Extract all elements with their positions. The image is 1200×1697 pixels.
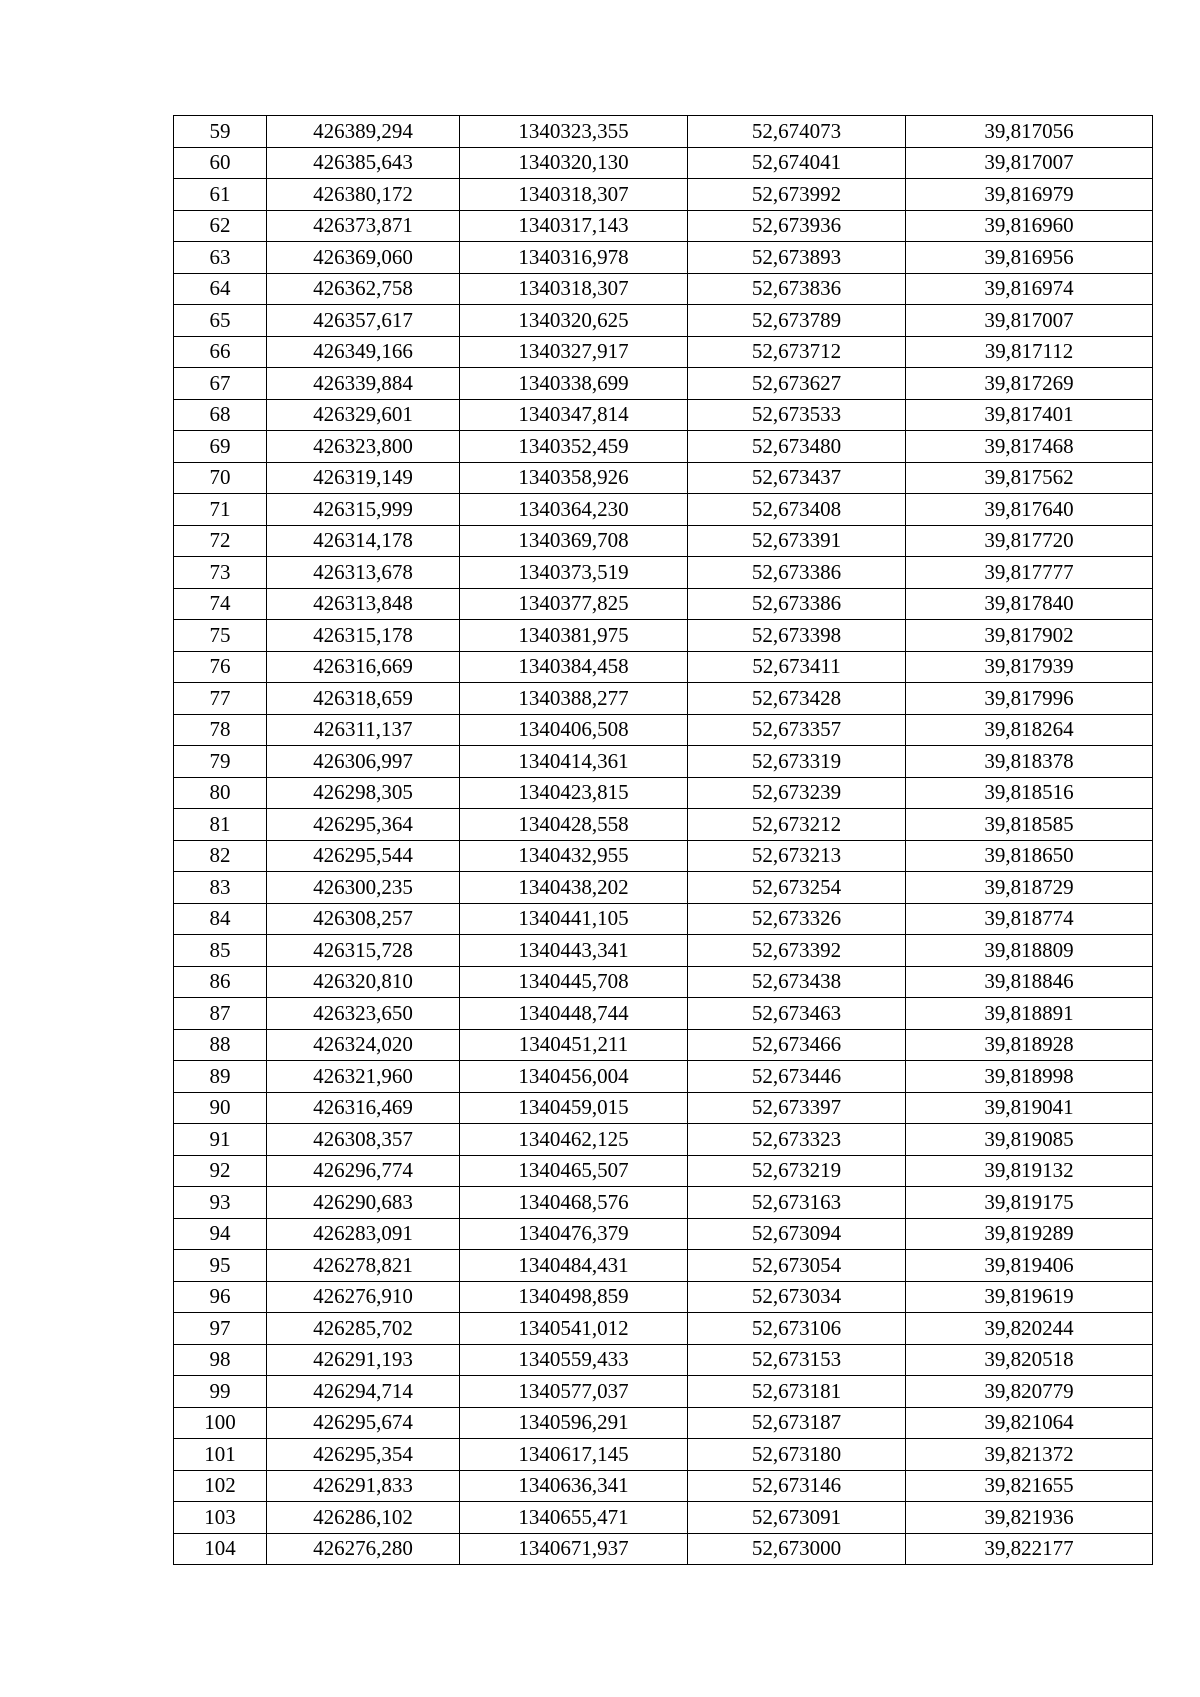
x-coordinate-cell: 426294,714 [267,1376,460,1408]
longitude-cell: 39,818729 [906,872,1153,904]
longitude-cell: 39,818585 [906,809,1153,841]
point-number-cell: 96 [174,1281,267,1313]
table-row [174,777,1153,809]
x-coordinate-cell: 426329,601 [267,399,460,431]
longitude-cell: 39,819619 [906,1281,1153,1313]
longitude-cell: 39,817720 [906,525,1153,557]
y-coordinate-cell: 1340468,576 [460,1187,688,1219]
point-number-cell: 97 [174,1313,267,1345]
x-coordinate-cell: 426315,178 [267,620,460,652]
latitude-cell: 52,673397 [688,1092,906,1124]
table-row [174,336,1153,368]
x-coordinate-cell: 426286,102 [267,1502,460,1534]
x-coordinate-cell: 426323,650 [267,998,460,1030]
point-number-cell: 100 [174,1407,267,1439]
x-coordinate-cell: 426283,091 [267,1218,460,1250]
point-number-cell: 59 [174,116,267,148]
x-coordinate-cell: 426308,357 [267,1124,460,1156]
y-coordinate-cell: 1340541,012 [460,1313,688,1345]
point-number-cell: 98 [174,1344,267,1376]
longitude-cell: 39,821372 [906,1439,1153,1471]
point-number-cell: 65 [174,305,267,337]
point-number-cell: 101 [174,1439,267,1471]
x-coordinate-cell: 426362,758 [267,273,460,305]
latitude-cell: 52,673992 [688,179,906,211]
latitude-cell: 52,673000 [688,1533,906,1565]
longitude-cell: 39,821936 [906,1502,1153,1534]
x-coordinate-cell: 426290,683 [267,1187,460,1219]
longitude-cell: 39,816974 [906,273,1153,305]
latitude-cell: 52,673181 [688,1376,906,1408]
point-number-cell: 69 [174,431,267,463]
longitude-cell: 39,817007 [906,147,1153,179]
longitude-cell: 39,818264 [906,714,1153,746]
y-coordinate-cell: 1340320,625 [460,305,688,337]
y-coordinate-cell: 1340423,815 [460,777,688,809]
x-coordinate-cell: 426314,178 [267,525,460,557]
latitude-cell: 52,673893 [688,242,906,274]
table-row [174,399,1153,431]
latitude-cell: 52,674041 [688,147,906,179]
x-coordinate-cell: 426357,617 [267,305,460,337]
x-coordinate-cell: 426311,137 [267,714,460,746]
table-row [174,210,1153,242]
y-coordinate-cell: 1340318,307 [460,179,688,211]
point-number-cell: 72 [174,525,267,557]
table-row [174,462,1153,494]
point-number-cell: 92 [174,1155,267,1187]
y-coordinate-cell: 1340636,341 [460,1470,688,1502]
point-number-cell: 64 [174,273,267,305]
y-coordinate-cell: 1340364,230 [460,494,688,526]
x-coordinate-cell: 426324,020 [267,1029,460,1061]
latitude-cell: 52,673219 [688,1155,906,1187]
table-row [174,494,1153,526]
latitude-cell: 52,673094 [688,1218,906,1250]
x-coordinate-cell: 426315,999 [267,494,460,526]
y-coordinate-cell: 1340462,125 [460,1124,688,1156]
point-number-cell: 99 [174,1376,267,1408]
y-coordinate-cell: 1340448,744 [460,998,688,1030]
y-coordinate-cell: 1340317,143 [460,210,688,242]
x-coordinate-cell: 426320,810 [267,966,460,998]
table-row [174,116,1153,148]
point-number-cell: 61 [174,179,267,211]
latitude-cell: 52,673391 [688,525,906,557]
x-coordinate-cell: 426373,871 [267,210,460,242]
x-coordinate-cell: 426276,280 [267,1533,460,1565]
longitude-cell: 39,817269 [906,368,1153,400]
latitude-cell: 52,673357 [688,714,906,746]
table-row [174,935,1153,967]
latitude-cell: 52,673386 [688,557,906,589]
y-coordinate-cell: 1340388,277 [460,683,688,715]
latitude-cell: 52,673533 [688,399,906,431]
x-coordinate-cell: 426285,702 [267,1313,460,1345]
x-coordinate-cell: 426339,884 [267,368,460,400]
table-row [174,1533,1153,1565]
table-row [174,1313,1153,1345]
x-coordinate-cell: 426308,257 [267,903,460,935]
table-row [174,273,1153,305]
y-coordinate-cell: 1340577,037 [460,1376,688,1408]
y-coordinate-cell: 1340320,130 [460,147,688,179]
coordinates-table-body [174,116,1153,1565]
point-number-cell: 86 [174,966,267,998]
y-coordinate-cell: 1340671,937 [460,1533,688,1565]
table-row [174,557,1153,589]
x-coordinate-cell: 426300,235 [267,872,460,904]
table-row [174,1155,1153,1187]
y-coordinate-cell: 1340338,699 [460,368,688,400]
x-coordinate-cell: 426276,910 [267,1281,460,1313]
x-coordinate-cell: 426349,166 [267,336,460,368]
table-row [174,809,1153,841]
y-coordinate-cell: 1340559,433 [460,1344,688,1376]
latitude-cell: 52,673326 [688,903,906,935]
latitude-cell: 52,673411 [688,651,906,683]
point-number-cell: 67 [174,368,267,400]
point-number-cell: 76 [174,651,267,683]
y-coordinate-cell: 1340596,291 [460,1407,688,1439]
table-row [174,1250,1153,1282]
x-coordinate-cell: 426291,193 [267,1344,460,1376]
point-number-cell: 102 [174,1470,267,1502]
latitude-cell: 52,673437 [688,462,906,494]
table-row [174,683,1153,715]
point-number-cell: 88 [174,1029,267,1061]
latitude-cell: 52,673034 [688,1281,906,1313]
y-coordinate-cell: 1340428,558 [460,809,688,841]
latitude-cell: 52,674073 [688,116,906,148]
y-coordinate-cell: 1340377,825 [460,588,688,620]
y-coordinate-cell: 1340441,105 [460,903,688,935]
point-number-cell: 82 [174,840,267,872]
x-coordinate-cell: 426278,821 [267,1250,460,1282]
x-coordinate-cell: 426323,800 [267,431,460,463]
longitude-cell: 39,817007 [906,305,1153,337]
longitude-cell: 39,821655 [906,1470,1153,1502]
longitude-cell: 39,818809 [906,935,1153,967]
latitude-cell: 52,673386 [688,588,906,620]
longitude-cell: 39,819041 [906,1092,1153,1124]
y-coordinate-cell: 1340318,307 [460,273,688,305]
longitude-cell: 39,821064 [906,1407,1153,1439]
table-row [174,1218,1153,1250]
point-number-cell: 70 [174,462,267,494]
longitude-cell: 39,817777 [906,557,1153,589]
latitude-cell: 52,673480 [688,431,906,463]
latitude-cell: 52,673466 [688,1029,906,1061]
table-row [174,651,1153,683]
longitude-cell: 39,817562 [906,462,1153,494]
table-row [174,998,1153,1030]
x-coordinate-cell: 426389,294 [267,116,460,148]
x-coordinate-cell: 426313,678 [267,557,460,589]
table-row [174,714,1153,746]
point-number-cell: 62 [174,210,267,242]
latitude-cell: 52,673054 [688,1250,906,1282]
table-row [174,305,1153,337]
longitude-cell: 39,819132 [906,1155,1153,1187]
table-row [174,1407,1153,1439]
point-number-cell: 78 [174,714,267,746]
x-coordinate-cell: 426291,833 [267,1470,460,1502]
table-row [174,1092,1153,1124]
latitude-cell: 52,673091 [688,1502,906,1534]
x-coordinate-cell: 426380,172 [267,179,460,211]
latitude-cell: 52,673254 [688,872,906,904]
point-number-cell: 75 [174,620,267,652]
longitude-cell: 39,818891 [906,998,1153,1030]
longitude-cell: 39,817902 [906,620,1153,652]
point-number-cell: 94 [174,1218,267,1250]
y-coordinate-cell: 1340451,211 [460,1029,688,1061]
table-row [174,1344,1153,1376]
y-coordinate-cell: 1340373,519 [460,557,688,589]
longitude-cell: 39,817996 [906,683,1153,715]
point-number-cell: 74 [174,588,267,620]
latitude-cell: 52,673392 [688,935,906,967]
point-number-cell: 66 [174,336,267,368]
latitude-cell: 52,673836 [688,273,906,305]
table-row [174,1187,1153,1219]
longitude-cell: 39,818378 [906,746,1153,778]
longitude-cell: 39,818516 [906,777,1153,809]
x-coordinate-cell: 426295,674 [267,1407,460,1439]
y-coordinate-cell: 1340438,202 [460,872,688,904]
latitude-cell: 52,673627 [688,368,906,400]
y-coordinate-cell: 1340406,508 [460,714,688,746]
point-number-cell: 79 [174,746,267,778]
latitude-cell: 52,673146 [688,1470,906,1502]
table-row [174,1439,1153,1471]
y-coordinate-cell: 1340655,471 [460,1502,688,1534]
longitude-cell: 39,818928 [906,1029,1153,1061]
longitude-cell: 39,819175 [906,1187,1153,1219]
x-coordinate-cell: 426295,364 [267,809,460,841]
latitude-cell: 52,673213 [688,840,906,872]
point-number-cell: 93 [174,1187,267,1219]
longitude-cell: 39,818846 [906,966,1153,998]
point-number-cell: 87 [174,998,267,1030]
y-coordinate-cell: 1340384,458 [460,651,688,683]
latitude-cell: 52,673428 [688,683,906,715]
table-row [174,620,1153,652]
y-coordinate-cell: 1340352,459 [460,431,688,463]
x-coordinate-cell: 426316,669 [267,651,460,683]
y-coordinate-cell: 1340484,431 [460,1250,688,1282]
latitude-cell: 52,673212 [688,809,906,841]
longitude-cell: 39,816979 [906,179,1153,211]
longitude-cell: 39,817640 [906,494,1153,526]
y-coordinate-cell: 1340316,978 [460,242,688,274]
latitude-cell: 52,673239 [688,777,906,809]
table-row [174,1502,1153,1534]
longitude-cell: 39,819406 [906,1250,1153,1282]
table-row [174,1061,1153,1093]
x-coordinate-cell: 426315,728 [267,935,460,967]
point-number-cell: 95 [174,1250,267,1282]
y-coordinate-cell: 1340459,015 [460,1092,688,1124]
x-coordinate-cell: 426385,643 [267,147,460,179]
x-coordinate-cell: 426369,060 [267,242,460,274]
x-coordinate-cell: 426318,659 [267,683,460,715]
x-coordinate-cell: 426319,149 [267,462,460,494]
y-coordinate-cell: 1340414,361 [460,746,688,778]
longitude-cell: 39,817840 [906,588,1153,620]
longitude-cell: 39,820518 [906,1344,1153,1376]
table-row [174,1470,1153,1502]
point-number-cell: 104 [174,1533,267,1565]
longitude-cell: 39,819085 [906,1124,1153,1156]
longitude-cell: 39,817468 [906,431,1153,463]
latitude-cell: 52,673712 [688,336,906,368]
y-coordinate-cell: 1340432,955 [460,840,688,872]
x-coordinate-cell: 426306,997 [267,746,460,778]
table-row [174,179,1153,211]
point-number-cell: 91 [174,1124,267,1156]
y-coordinate-cell: 1340465,507 [460,1155,688,1187]
table-row [174,840,1153,872]
table-row [174,431,1153,463]
x-coordinate-cell: 426313,848 [267,588,460,620]
table-row [174,746,1153,778]
longitude-cell: 39,818650 [906,840,1153,872]
longitude-cell: 39,819289 [906,1218,1153,1250]
latitude-cell: 52,673187 [688,1407,906,1439]
y-coordinate-cell: 1340617,145 [460,1439,688,1471]
table-row [174,147,1153,179]
y-coordinate-cell: 1340445,708 [460,966,688,998]
point-number-cell: 60 [174,147,267,179]
table-row [174,588,1153,620]
table-row [174,525,1153,557]
point-number-cell: 71 [174,494,267,526]
point-number-cell: 77 [174,683,267,715]
x-coordinate-cell: 426321,960 [267,1061,460,1093]
table-row [174,1029,1153,1061]
longitude-cell: 39,820244 [906,1313,1153,1345]
x-coordinate-cell: 426298,305 [267,777,460,809]
point-number-cell: 68 [174,399,267,431]
x-coordinate-cell: 426295,354 [267,1439,460,1471]
latitude-cell: 52,673936 [688,210,906,242]
coordinates-table [173,115,1153,1565]
longitude-cell: 39,820779 [906,1376,1153,1408]
point-number-cell: 89 [174,1061,267,1093]
longitude-cell: 39,818774 [906,903,1153,935]
latitude-cell: 52,673319 [688,746,906,778]
longitude-cell: 39,817056 [906,116,1153,148]
table-row [174,368,1153,400]
table-row [174,1281,1153,1313]
y-coordinate-cell: 1340498,859 [460,1281,688,1313]
latitude-cell: 52,673446 [688,1061,906,1093]
point-number-cell: 84 [174,903,267,935]
x-coordinate-cell: 426316,469 [267,1092,460,1124]
latitude-cell: 52,673323 [688,1124,906,1156]
table-row [174,1124,1153,1156]
longitude-cell: 39,822177 [906,1533,1153,1565]
point-number-cell: 81 [174,809,267,841]
longitude-cell: 39,817401 [906,399,1153,431]
point-number-cell: 83 [174,872,267,904]
latitude-cell: 52,673789 [688,305,906,337]
latitude-cell: 52,673438 [688,966,906,998]
point-number-cell: 80 [174,777,267,809]
longitude-cell: 39,817112 [906,336,1153,368]
latitude-cell: 52,673408 [688,494,906,526]
y-coordinate-cell: 1340323,355 [460,116,688,148]
x-coordinate-cell: 426296,774 [267,1155,460,1187]
y-coordinate-cell: 1340327,917 [460,336,688,368]
y-coordinate-cell: 1340347,814 [460,399,688,431]
latitude-cell: 52,673463 [688,998,906,1030]
point-number-cell: 85 [174,935,267,967]
longitude-cell: 39,817939 [906,651,1153,683]
y-coordinate-cell: 1340358,926 [460,462,688,494]
latitude-cell: 52,673163 [688,1187,906,1219]
table-row [174,872,1153,904]
y-coordinate-cell: 1340443,341 [460,935,688,967]
y-coordinate-cell: 1340381,975 [460,620,688,652]
x-coordinate-cell: 426295,544 [267,840,460,872]
longitude-cell: 39,816960 [906,210,1153,242]
point-number-cell: 103 [174,1502,267,1534]
point-number-cell: 90 [174,1092,267,1124]
table-row [174,242,1153,274]
point-number-cell: 73 [174,557,267,589]
table-row [174,966,1153,998]
point-number-cell: 63 [174,242,267,274]
latitude-cell: 52,673106 [688,1313,906,1345]
longitude-cell: 39,818998 [906,1061,1153,1093]
latitude-cell: 52,673153 [688,1344,906,1376]
y-coordinate-cell: 1340369,708 [460,525,688,557]
y-coordinate-cell: 1340456,004 [460,1061,688,1093]
table-row [174,903,1153,935]
latitude-cell: 52,673398 [688,620,906,652]
table-row [174,1376,1153,1408]
longitude-cell: 39,816956 [906,242,1153,274]
y-coordinate-cell: 1340476,379 [460,1218,688,1250]
latitude-cell: 52,673180 [688,1439,906,1471]
